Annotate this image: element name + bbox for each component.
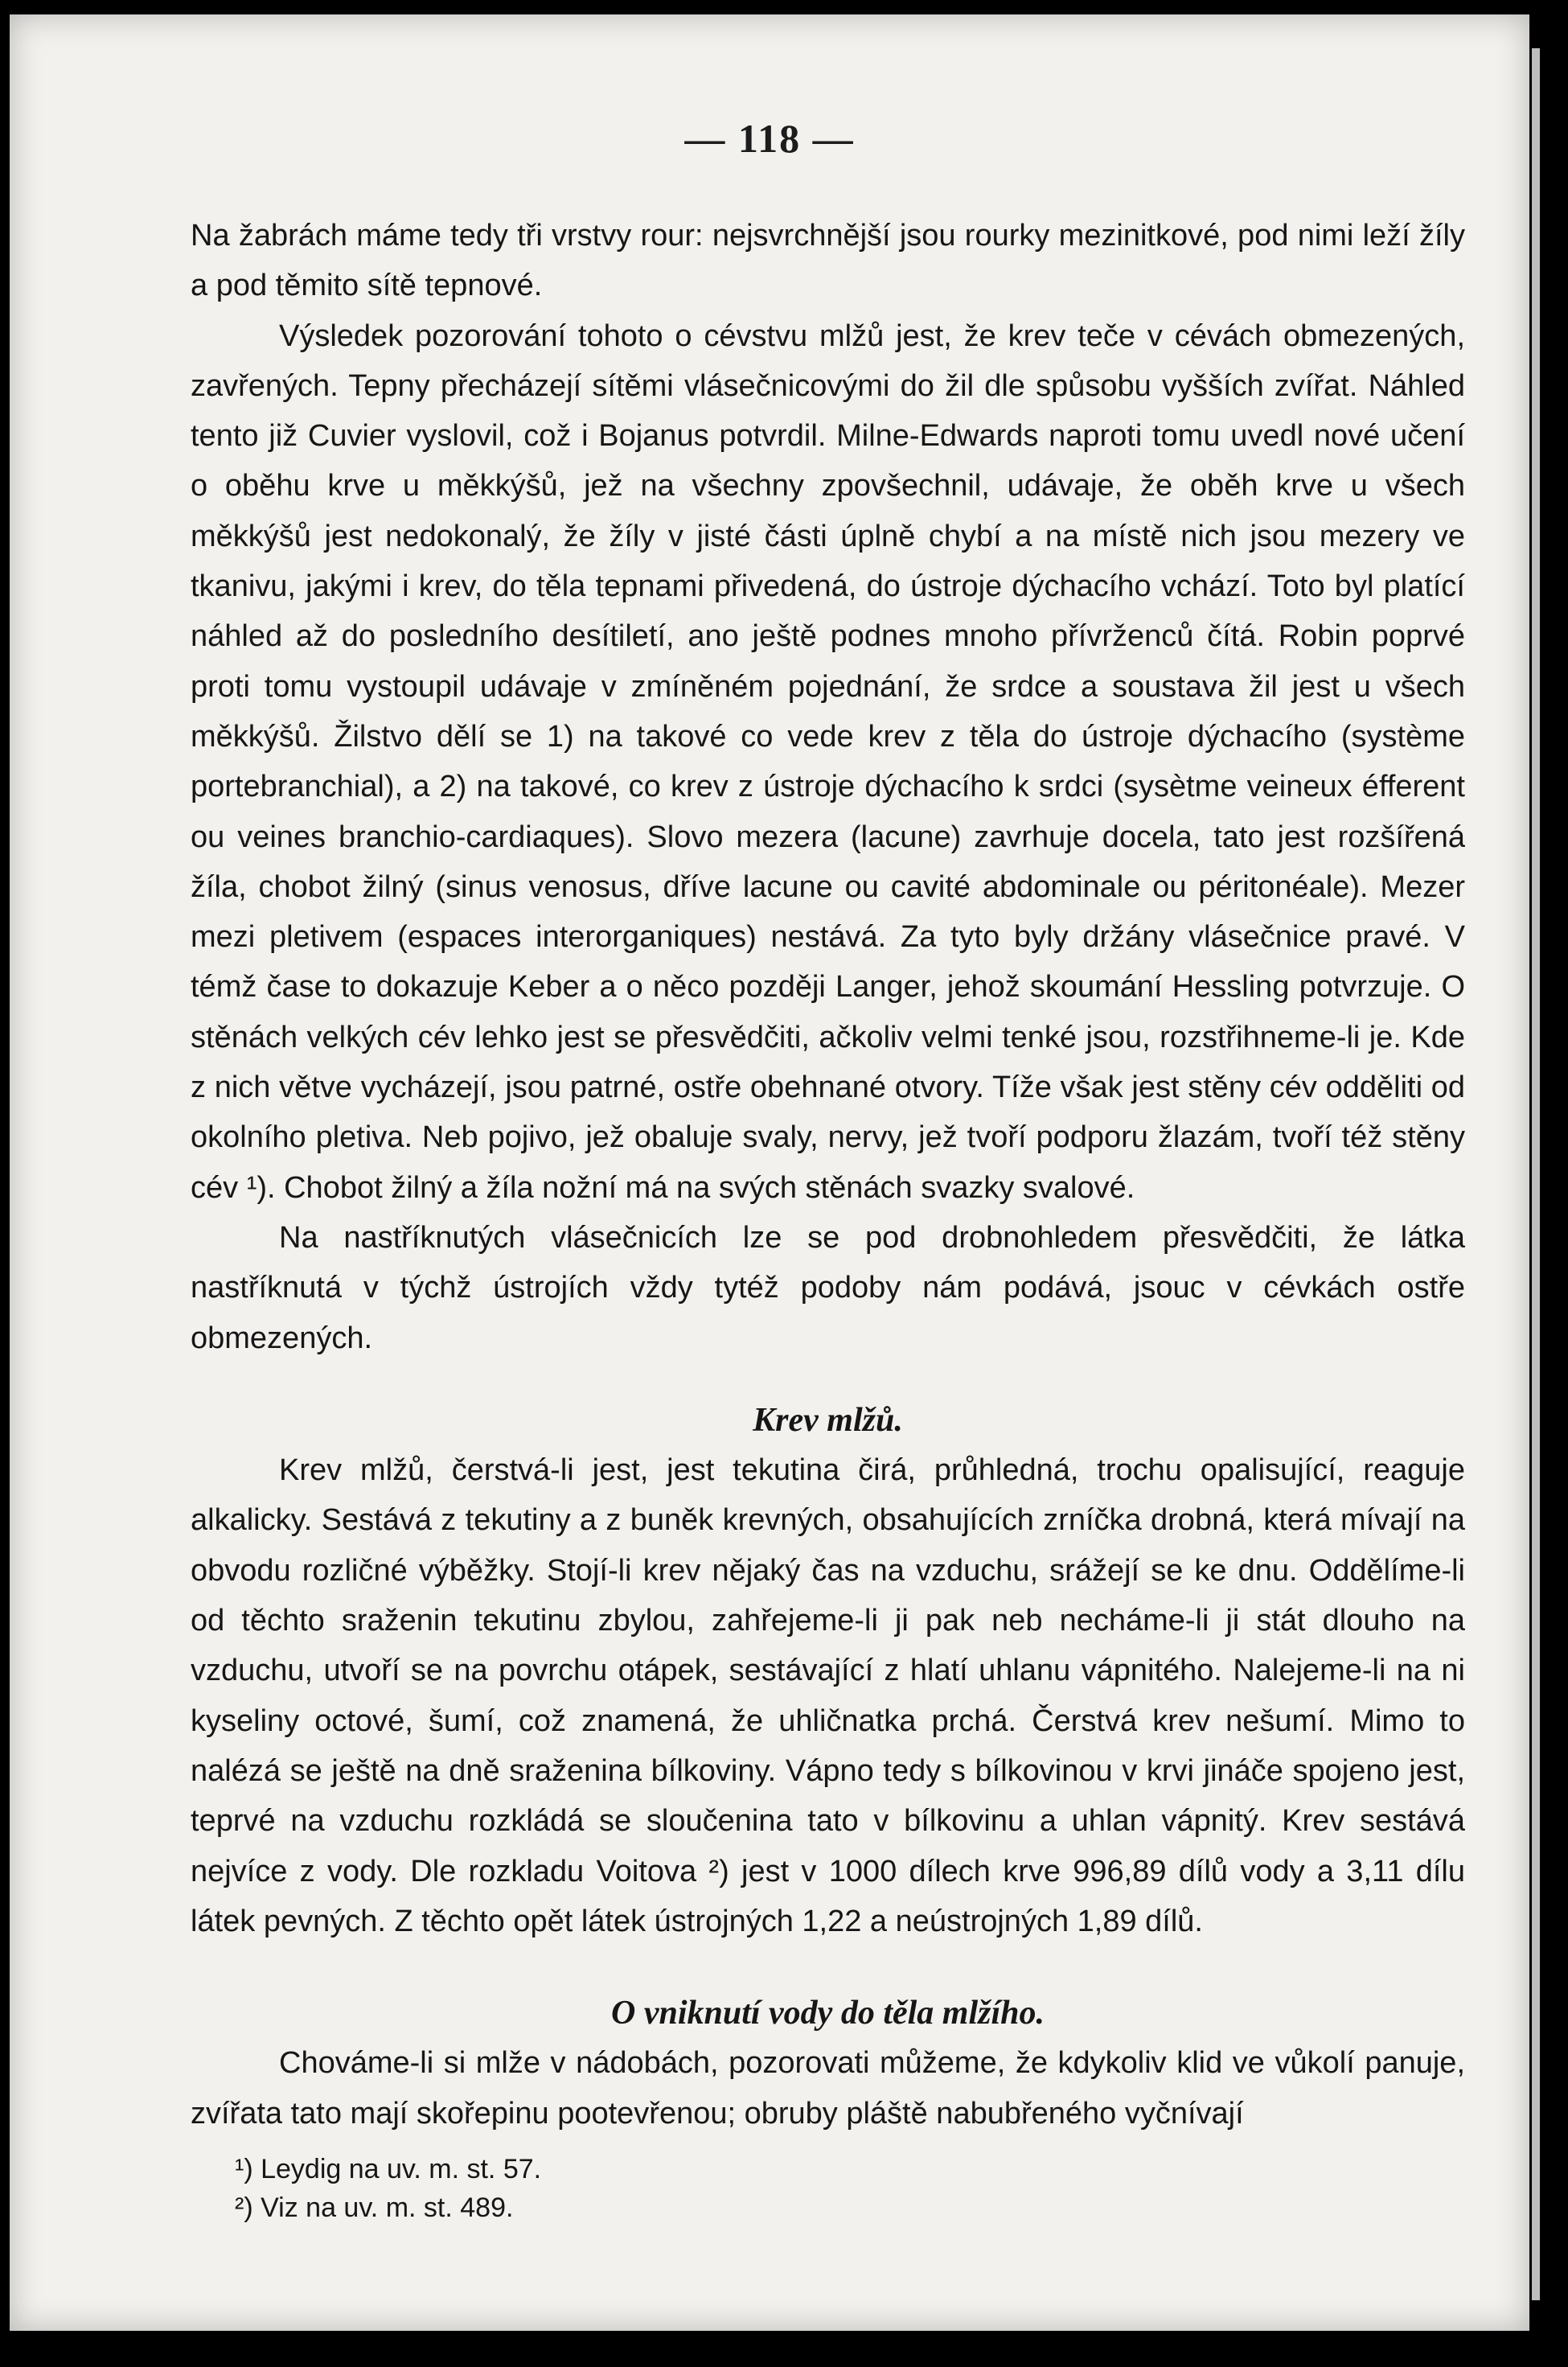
paragraph-4: Krev mlžů, čerstvá-li jest, jest tekutina čirá, průhledná, trochu opalisující, reaguje alkalicky. Sestává z tekutiny a z buněk krevných, obsahujících zrníčka drobná, která mívají na obvodu rozličné výběžky. Stojí-li krev nějaký čas na vzduchu, srážejí se ke dnu. Oddělíme-li od těchto sraženin tekutinu zbylou, zahřejeme-li ji pak neb necháme-li ji stát dlouho na vzduchu, utvoří se na povrchu otápek, sestávající z hlatí uhlanu vápnitého. Nalejeme-li na ni kyseliny octové, šumí, což znamená, že uhličnatka prchá. Čerstvá krev nešumí. Mimo to nalézá se ještě na dně sraženina bílkoviny. Vápno tedy s bílkovinou v krvi jináče spojeno jest, teprvé na vzduchu rozkládá se sloučenina tato v bílkovinu a uhlan vápnitý. Krev sestává nejvíce z vody. Dle rozkladu Voitova ²) jest v 1000 dílech krve 996,89 dílů vody a 3,11 dílu látek pevných. Z těchto opět látek ústrojných 1,22 a neústrojných 1,89 dílů.	[191, 1453, 1465, 1938]
paragraph-2: Výsledek pozorování tohoto o cévstvu mlžů jest, že krev teče v cévách obmezených, zavřených. Tepny přecházejí sítěmi vlásečnicovými do žil dle spůsobu vyšších zvířat. Náhled tento již Cuvier vyslovil, což i Bojanus potvrdil. Milne-Edwards naproti tomu uvedl nové učení o oběhu krve u měkkýšů, jež na všechny zpovšechnil, udávaje, že oběh krve u všech měkkýšů jest nedokonalý, že žíly v jisté části úplně chybí a na místě nich jsou mezery ve tkanivu, jakými i krev, do těla tepnami přivedená, do ústroje dýchacího vchází. Toto byl platící náhled až do posledního desítiletí, ano ještě podnes mnoho přívrženců čítá. Robin poprvé proti tomu vystoupil udávaje v zmíněném pojednání, že srdce a soustava žil jest u všech měkkýšů. Žilstvo dělí se 1) na takové co vede krev z těla do ústroje dýchacího (système portebranchial), a 2) na takové, co krev z ústroje dýchacího k srdci (sysètme veineux éfferent ou veines branchio-cardiaques). Slovo mezera (lacune) zavrhuje docela, tato jest rozšířená žíla, chobot žilný (sinus venosus, dříve lacune ou cavité abdominale ou péritonéale). Mezer mezi pletivem (espaces interorganiques) nestává. Za tyto byly držány vlásečnice pravé. V témž čase to dokazuje Keber a o něco později Langer, jehož skoumání Hessling potvrzuje. O stěnách velkých cév lehko jest se přesvědčiti, ačkoliv velmi tenké jsou, rozstřihneme-li je. Kde z nich větve vycházejí, jsou patrné, ostře obehnané otvory. Tíže však jest stěny cév odděliti od okolního pletiva. Neb pojivo, jež obaluje svaly, nervy, jež tvoří podporu žlazám, tvoří též stěny cév ¹). Chobot žilný a žíla nožní má na svých stěnách svazky svalové.	[191, 318, 1465, 1205]
paragraph-3: Na nastříknutých vlásečnicích lze se pod drobnohledem přesvědčiti, že látka nastříknutá v týchž ústrojích vždy tytéž podoby nám podává, jsouc v cévkách ostře obmezených.	[191, 1220, 1465, 1355]
page-paper	[10, 14, 1529, 2331]
spacer	[191, 1363, 1465, 1395]
section-heading-blood: Krev mlžů.	[753, 1401, 903, 1439]
footnote-2: ²) Viz na uv. m. st. 489.	[235, 2192, 514, 2223]
footnotes	[235, 2150, 541, 2227]
footnote-1: ¹) Leydig na uv. m. st. 57.	[235, 2154, 542, 2184]
page-body	[191, 211, 1465, 2139]
page-number: — 118 —	[684, 116, 855, 161]
scan-edge	[1532, 48, 1540, 2300]
spacer	[191, 1946, 1465, 1988]
paragraph-5: Chováme-li si mlže v nádobách, pozorovati můžeme, že kdykoliv klid ve vůkolí panuje, zvířata tato mají skořepinu pootevřenou; obruby pláště nabubřeného vyčnívají	[191, 2046, 1465, 2131]
section-heading-water: O vniknutí vody do těla mlžího.	[610, 1995, 1045, 2032]
paragraph-1: Na žabrách máme tedy tři vrstvy rour: nejsvrchnější jsou rourky mezinitkové, pod nimi leží žíly a pod těmito sítě tepnové.	[191, 219, 1465, 303]
